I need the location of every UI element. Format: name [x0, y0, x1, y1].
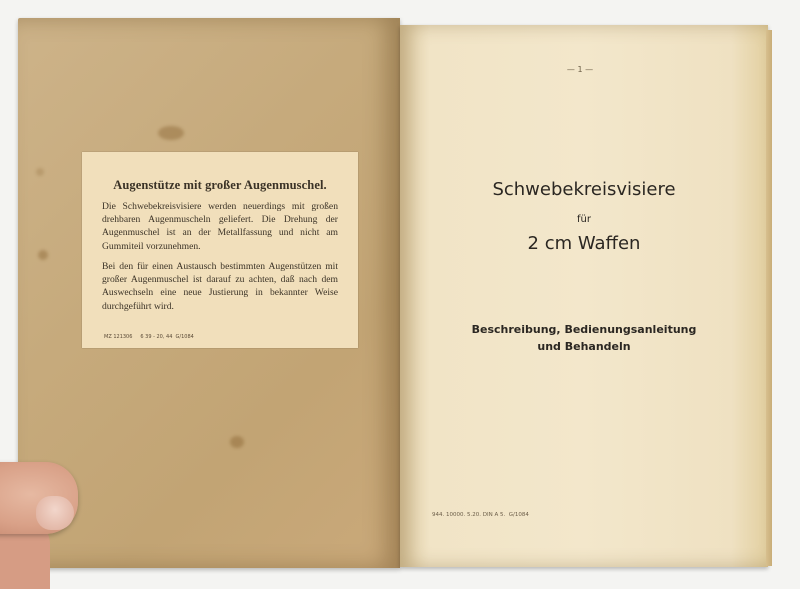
stain — [158, 126, 184, 140]
pasted-note — [82, 152, 358, 348]
page-edge — [766, 30, 772, 566]
stain — [36, 168, 44, 176]
note-print-code: MZ 121306 6 39 - 20, 44 G/1084 — [104, 334, 194, 340]
page-number: — 1 — — [566, 65, 594, 74]
document-title: Schwebekreisvisiere — [492, 179, 676, 200]
note-title: Augenstütze mit großer Augenmuschel. — [113, 178, 327, 192]
right-page — [400, 25, 768, 567]
print-code: 944. 10000. 5.20. DIN A 5. G/1084 — [432, 512, 529, 518]
thumbnail — [36, 496, 74, 530]
document-subtitle: 2 cm Waffen — [527, 233, 641, 254]
description-line: und Behandeln — [537, 340, 631, 353]
stain — [38, 250, 48, 260]
description-line: Beschreibung, Bedienungsanleitung — [471, 323, 697, 336]
note-paragraph: Bei den für einen Austausch bestimmten Augenstützen mit großer Augenmuschel ist darauf zu achten, daß nach dem Auswechseln eine neue Justierung in bekannter Weise durchgeführt wird. — [102, 261, 338, 312]
note-paragraph: Die Schwebekreisvisiere werden neuerdings mit großen drehbaren Augenmuscheln geliefert. Die Drehung der Augenmuschel ist an der Metallfassung und nicht am Gummiteil vorzunehmen. — [102, 201, 338, 252]
title-connector: für — [577, 214, 591, 225]
stain — [230, 436, 244, 448]
